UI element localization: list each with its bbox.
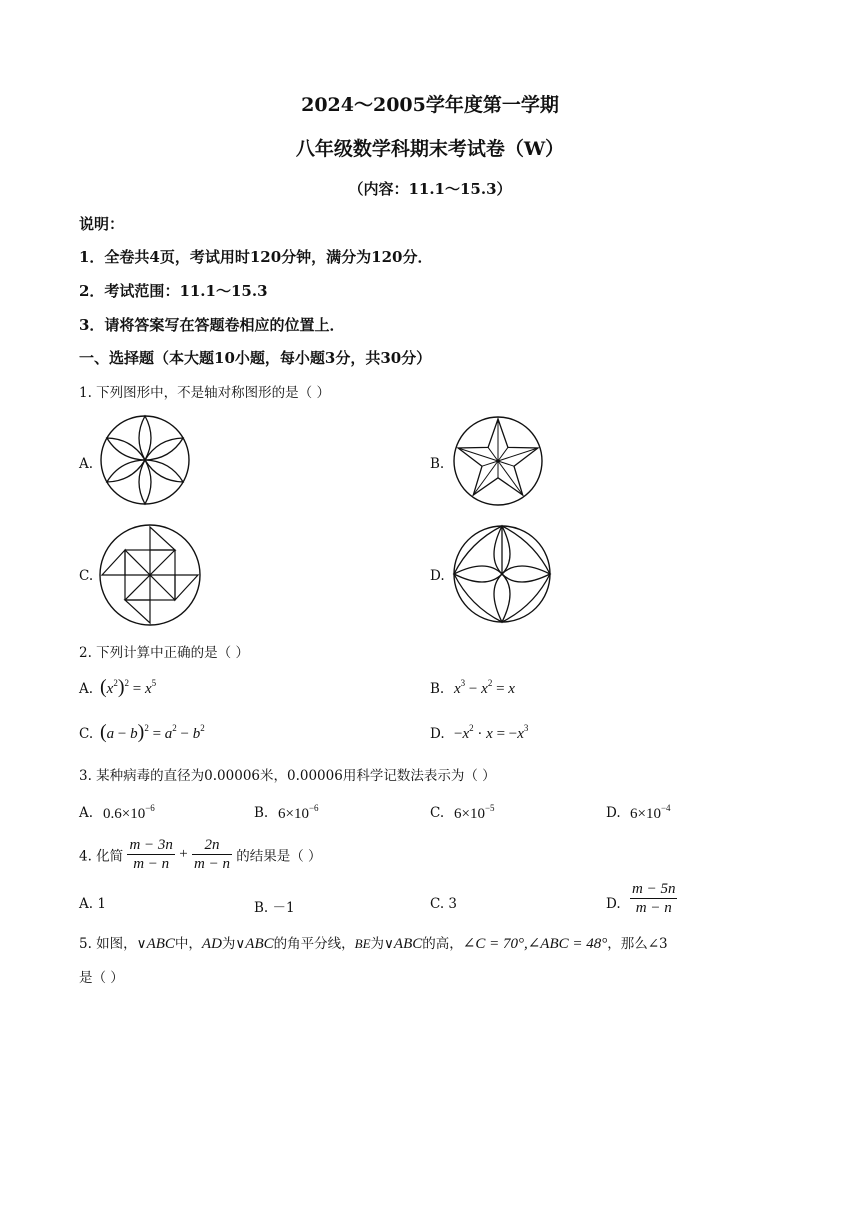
q3-option-b-label: B. <box>254 805 269 821</box>
q4-fraction-2: $\frac{2n}{m - n}$ <box>194 837 230 872</box>
q3-option-c-label: C. <box>430 805 445 821</box>
q2-option-d-label: D. <box>430 726 445 742</box>
exam-scope: （内容：11.1～15.3） <box>348 180 512 198</box>
four-petal-flower-icon <box>452 524 552 624</box>
q4-fraction-1: $\frac{m - 3n}{m - n}$ <box>129 837 173 872</box>
question-5-line-1: 5. 如图，∨ABC中，AD为∨ABC的角平分线，BE为∨ABC的高，∠C = 70°,∠ABC = 48°，那么∠3 <box>79 936 668 952</box>
q3-option-a-label: A. <box>79 805 94 821</box>
q1-option-a-label: A. <box>79 456 94 472</box>
question-4-stem: 4. 化简 $\frac{m - 3n}{m - n}$ + $\frac{2n}{m - n}$ 的结果是（ ） <box>79 837 322 872</box>
q4-option-d-label: D. <box>606 896 621 912</box>
q1-option-d-label: D. <box>430 568 445 584</box>
q4-option-b: B. －1 <box>254 900 295 916</box>
q4-option-a: A. 1 <box>79 896 106 912</box>
q2-option-a-label: A. <box>79 681 94 697</box>
notes-heading: 说明： <box>79 215 125 233</box>
q2-option-b-label: B. <box>430 681 445 697</box>
five-point-star-icon <box>452 415 544 507</box>
question-3-stem: 3. 某种病毒的直径为0.00006米，0.00006用科学记数法表示为（ ） <box>79 768 496 784</box>
six-petal-flower-icon <box>99 414 191 506</box>
note-item-3: 3．请将答案写在答题卷相应的位置上． <box>79 316 345 334</box>
section-heading: 一、选择题（本大题10小题，每小题3分，共30分） <box>79 349 432 367</box>
q3-option-d-value: $6\times 10^{-4}$ <box>630 803 671 822</box>
q2-option-d-expression: $-x^2 \cdot x = -x^3$ <box>454 723 529 742</box>
note-item-1: 1．全卷共4页，考试用时120分钟，满分为120分． <box>79 248 433 266</box>
q4-option-d-fraction: $\frac{m - 5n}{m - n}$ <box>632 881 676 916</box>
q2-option-b-expression: $x^3 - x^2 = x$ <box>454 678 515 697</box>
q1-option-b-label: B. <box>430 456 445 472</box>
q3-option-a-value: $0.6\times 10^{-6}$ <box>103 803 155 822</box>
q3-option-c-value: $6\times 10^{-5}$ <box>454 803 495 822</box>
question-1-stem: 1. 下列图形中，不是轴对称图形的是（ ） <box>79 385 330 401</box>
question-5-line-2: 是（ ） <box>79 970 124 986</box>
exam-title-year: 2024～2005学年度第一学期 <box>301 94 559 116</box>
q2-option-c-expression: $(a - b)^2 = a^2 - b^2$ <box>100 721 205 743</box>
q3-option-d-label: D. <box>606 805 621 821</box>
exam-title-subject: 八年级数学科期末考试卷（W） <box>295 138 565 160</box>
q2-option-c-label: C. <box>79 726 94 742</box>
note-item-2: 2．考试范围：11.1～15.3 <box>79 282 268 300</box>
q1-option-c-label: C. <box>79 568 94 584</box>
pinwheel-icon <box>98 523 202 627</box>
question-2-stem: 2. 下列计算中正确的是（ ） <box>79 645 249 661</box>
q4-option-c: C. 3 <box>430 896 458 912</box>
q3-option-b-value: $6\times 10^{-6}$ <box>278 803 319 822</box>
q2-option-a-expression: $(x^2)^2 = x^5$ <box>100 676 157 698</box>
